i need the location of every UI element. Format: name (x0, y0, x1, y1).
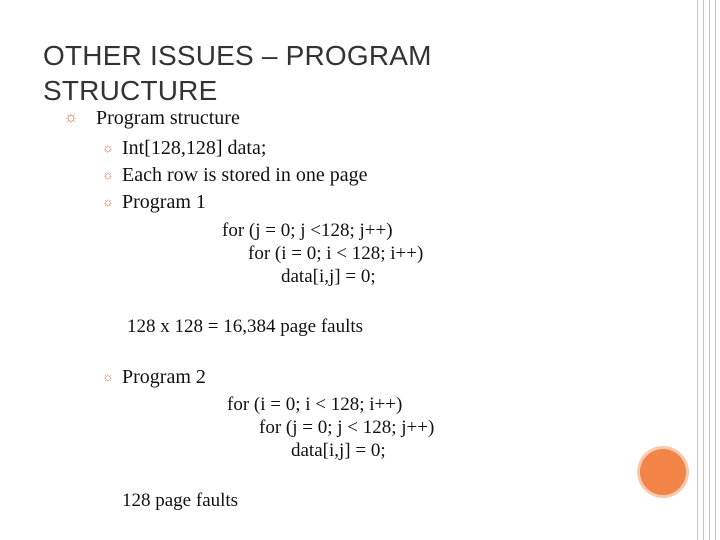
program1-result: 128 x 128 = 16,384 page faults (127, 316, 364, 337)
border-line-1 (697, 0, 698, 540)
sub-bullet-label: Program 2 (122, 366, 206, 388)
sub-bullet-label: Int[128,128] data; (122, 137, 267, 159)
sub-bullet-label: Program 1 (122, 191, 206, 213)
program2-line-3: data[i,j] = 0; (291, 440, 386, 461)
sub-bullet-label: Each row is stored in one page (122, 164, 368, 186)
sun-bullet-icon: ☼ (102, 140, 114, 155)
sub-bullet-row-storage (100, 163, 367, 187)
program1-line-3: data[i,j] = 0; (281, 266, 376, 287)
decorative-circle (640, 449, 686, 495)
sun-bullet-icon: ☼ (102, 167, 114, 182)
program1-line-2: for (i = 0; i < 128; i++) (248, 243, 424, 264)
sun-bullet-icon: ☼ (102, 194, 114, 209)
sun-bullet-icon: ☼ (102, 369, 114, 384)
bullet-label: Program structure (96, 107, 240, 129)
sub-bullet-program-1 (100, 190, 206, 214)
sun-bullet-icon: ☼ (63, 109, 79, 126)
sub-bullet-program-2 (100, 365, 206, 389)
slide-title: OTHER ISSUES – PROGRAM STRUCTURE (43, 40, 432, 106)
program2-line-2: for (j = 0; j < 128; j++) (259, 417, 435, 438)
border-line-3 (709, 0, 710, 540)
bullet-program-structure (62, 106, 240, 130)
sub-bullet-data-declaration (100, 136, 266, 160)
program1-line-1: for (j = 0; j <128; j++) (222, 220, 393, 241)
program2-result: 128 page faults (122, 490, 239, 511)
program2-line-1: for (i = 0; i < 128; i++) (227, 394, 403, 415)
border-line-2 (703, 0, 704, 540)
border-line-4 (715, 0, 716, 540)
